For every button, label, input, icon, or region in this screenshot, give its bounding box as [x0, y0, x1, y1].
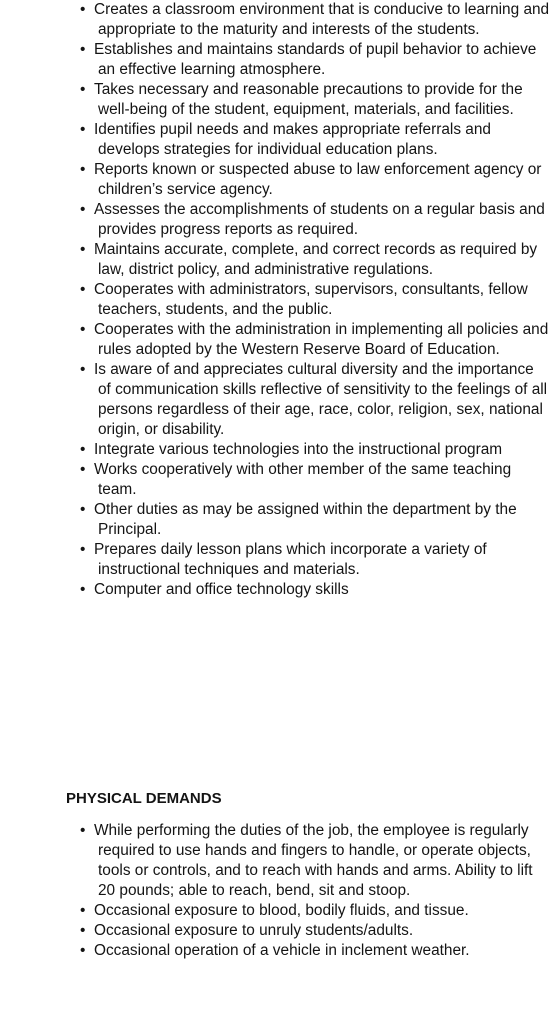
bullet-icon: • [80, 161, 86, 178]
section-heading-physical-demands: PHYSICAL DEMANDS [66, 790, 222, 807]
list-item: • Assesses the accomplishments of students on a regular basis and provides progress reports as required. [80, 201, 545, 238]
bullet-icon: • [80, 121, 86, 138]
bullet-icon: • [80, 1, 86, 18]
list-item: • Other duties as may be assigned within the department by the Principal. [80, 501, 517, 538]
bullet-icon: • [80, 41, 86, 58]
list-item: • Prepares daily lesson plans which incorporate a variety of instructional techniques and materials. [80, 541, 487, 578]
bullet-icon: • [80, 922, 86, 939]
bullet-icon: • [80, 581, 86, 598]
bullet-icon: • [80, 361, 86, 378]
list-item: • Takes necessary and reasonable precautions to provide for the well-being of the student, equipment, materials, and facilities. [80, 81, 523, 118]
list-item: • Occasional exposure to blood, bodily fluids, and tissue. [80, 902, 469, 919]
duties-list [80, 0, 550, 600]
list-item: • Establishes and maintains standards of pupil behavior to achieve an effective learning atmosphere. [80, 41, 537, 78]
bullet-icon: • [80, 281, 86, 298]
list-item: • Cooperates with the administration in implementing all policies and rules adopted by the Western Reserve Board of Education. [80, 321, 549, 358]
list-item: • Reports known or suspected abuse to law enforcement agency or children’s service agency. [80, 161, 542, 198]
bullet-icon: • [80, 241, 86, 258]
bullet-icon: • [80, 902, 86, 919]
bullet-icon: • [80, 201, 86, 218]
list-item: • Identifies pupil needs and makes appropriate referrals and develops strategies for individual education plans. [80, 121, 491, 158]
list-item: • Integrate various technologies into the instructional program [80, 441, 503, 458]
bullet-icon: • [80, 321, 86, 338]
list-item: • Computer and office technology skills [80, 581, 349, 598]
bullet-icon: • [80, 822, 86, 839]
list-item: • Works cooperatively with other member of the same teaching team. [80, 461, 512, 498]
physical-demands-list [80, 821, 550, 961]
list-item: • While performing the duties of the job, the employee is regularly required to use hands and fingers to handle, or operate objects, tools or controls, and to reach with hands and arms. Ability to lift 20 pounds; able to reach, bend, sit and stoop. [80, 822, 533, 899]
list-item: • Is aware of and appreciates cultural diversity and the importance of communication skills reflective of sensitivity to the feelings of all persons regardless of their age, race, color, religion, sex, national origin, or disability. [80, 361, 548, 438]
bullet-icon: • [80, 441, 86, 458]
bullet-icon: • [80, 461, 86, 478]
bullet-icon: • [80, 541, 86, 558]
bullet-icon: • [80, 81, 86, 98]
list-item: • Occasional operation of a vehicle in inclement weather. [80, 942, 470, 959]
list-item: • Occasional exposure to unruly students/adults. [80, 922, 414, 939]
list-item: • Maintains accurate, complete, and correct records as required by law, district policy, and administrative regulations. [80, 241, 538, 278]
bullet-icon: • [80, 501, 86, 518]
list-item: • Creates a classroom environment that is conducive to learning and appropriate to the maturity and interests of the students. [80, 1, 550, 38]
list-item: • Cooperates with administrators, supervisors, consultants, fellow teachers, students, and the public. [80, 281, 528, 318]
bullet-icon: • [80, 942, 86, 959]
